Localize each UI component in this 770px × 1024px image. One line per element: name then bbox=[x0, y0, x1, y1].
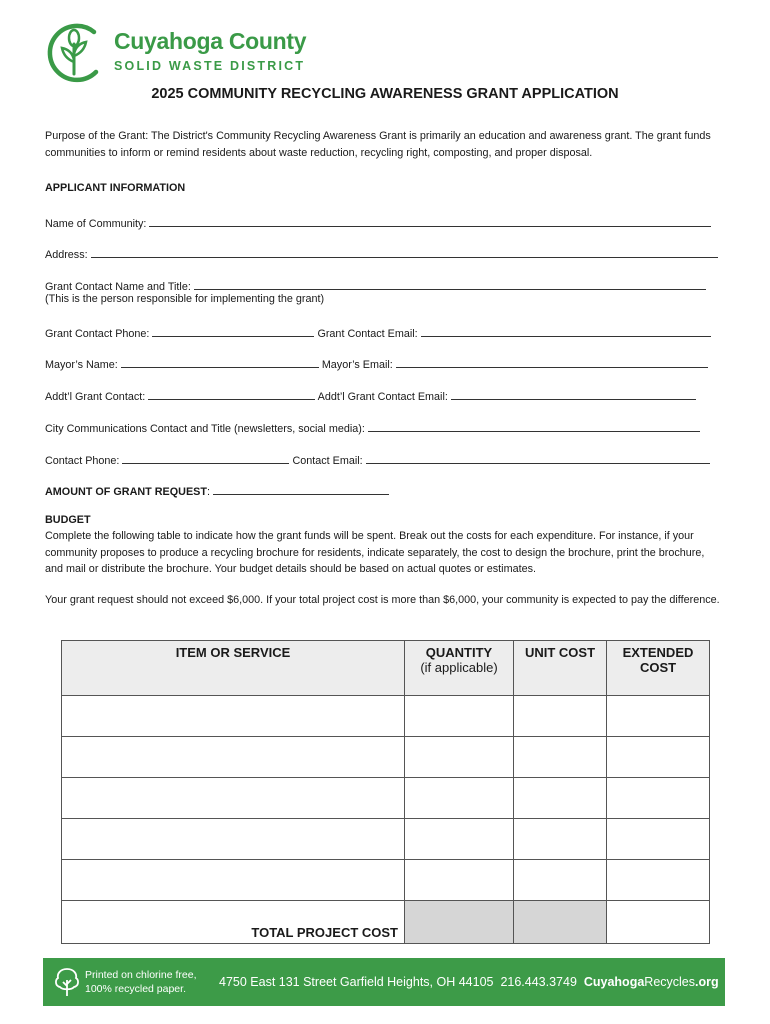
footer-address: 4750 East 131 Street Garfield Heights, OH 44105 bbox=[219, 975, 494, 989]
col-extended-label-2: COST bbox=[639, 660, 677, 675]
addl-contact-row bbox=[45, 387, 696, 403]
extended-cost-cell[interactable] bbox=[607, 737, 710, 778]
contact-phone-field[interactable] bbox=[152, 324, 314, 337]
item-cell[interactable] bbox=[62, 860, 405, 901]
page-title: 2025 COMMUNITY RECYCLING AWARENESS GRANT APPLICATION bbox=[151, 86, 619, 102]
unit-cost-cell[interactable] bbox=[514, 819, 607, 860]
amount-colon: : bbox=[206, 486, 210, 498]
total-unit-cost-shaded bbox=[514, 901, 607, 944]
comm-contact-row bbox=[45, 451, 710, 467]
footer-phone: 216.443.3749 bbox=[500, 975, 577, 989]
contact-email-field[interactable] bbox=[421, 324, 711, 337]
budget-limit-note: Your grant request should not exceed $6,000. If your total project cost is more than $6,000, your community is expected to pay the difference. bbox=[45, 594, 720, 606]
total-cost-cell[interactable] bbox=[607, 901, 710, 944]
comm-email-field[interactable] bbox=[366, 451, 710, 464]
contact-phone-row bbox=[45, 324, 711, 340]
unit-cost-cell[interactable] bbox=[514, 778, 607, 819]
brand-subtitle: SOLID WASTE DISTRICT bbox=[114, 59, 306, 73]
city-comm-field[interactable] bbox=[368, 419, 700, 432]
recycled-note-line-1: Printed on chlorine free, bbox=[85, 969, 197, 981]
unit-cost-cell[interactable] bbox=[514, 696, 607, 737]
table-row bbox=[62, 819, 710, 860]
website-part-1: Cuyahoga bbox=[583, 975, 645, 989]
contact-note: (This is the person responsible for implementing the grant) bbox=[45, 293, 325, 305]
table-row bbox=[62, 860, 710, 901]
leaf-logo-icon bbox=[44, 22, 106, 84]
amount-row bbox=[45, 482, 389, 498]
total-row bbox=[62, 901, 710, 944]
mayor-name-label: Mayor’s Name: bbox=[45, 359, 118, 371]
mayor-name-field[interactable] bbox=[121, 355, 319, 368]
col-quantity-sub: (if applicable) bbox=[420, 660, 498, 675]
contact-name-label: Grant Contact Name and Title: bbox=[45, 281, 191, 293]
amount-field[interactable] bbox=[213, 482, 389, 495]
budget-heading: BUDGET bbox=[45, 514, 91, 526]
address-row bbox=[45, 245, 718, 261]
amount-label: AMOUNT OF GRANT REQUEST bbox=[45, 486, 207, 498]
total-label-cell bbox=[62, 901, 405, 944]
item-cell[interactable] bbox=[62, 819, 405, 860]
applicant-heading: APPLICANT INFORMATION bbox=[45, 182, 186, 194]
recycled-note-line-2: 100% recycled paper. bbox=[85, 983, 186, 995]
col-unit-cost-label: UNIT COST bbox=[524, 645, 596, 660]
col-item-label: ITEM OR SERVICE bbox=[175, 645, 291, 660]
address-field[interactable] bbox=[91, 245, 718, 258]
website-part-2: Recycles bbox=[644, 975, 696, 989]
community-field[interactable] bbox=[149, 214, 711, 227]
comm-phone-label: Contact Phone: bbox=[45, 455, 120, 467]
budget-table bbox=[61, 640, 710, 944]
item-cell[interactable] bbox=[62, 696, 405, 737]
addl-contact-label: Addt’l Grant Contact: bbox=[45, 391, 146, 403]
addl-contact-email-field[interactable] bbox=[451, 387, 696, 400]
contact-email-label: Grant Contact Email: bbox=[317, 328, 418, 340]
website-part-3: .org bbox=[695, 975, 719, 989]
mayor-email-field[interactable] bbox=[396, 355, 708, 368]
city-comm-label: City Communications Contact and Title (newsletters, social media): bbox=[45, 423, 365, 435]
table-row bbox=[62, 778, 710, 819]
address-label: Address: bbox=[45, 249, 88, 261]
total-label: TOTAL PROJECT COST bbox=[251, 925, 398, 940]
addl-contact-field[interactable] bbox=[148, 387, 315, 400]
recycled-paper-note bbox=[85, 968, 196, 996]
district-logo bbox=[44, 22, 324, 88]
contact-phone-label: Grant Contact Phone: bbox=[45, 328, 150, 340]
community-label: Name of Community: bbox=[45, 218, 147, 230]
extended-cost-cell[interactable] bbox=[607, 819, 710, 860]
col-quantity-header bbox=[405, 641, 514, 696]
comm-email-label: Contact Email: bbox=[292, 455, 363, 467]
extended-cost-cell[interactable] bbox=[607, 860, 710, 901]
table-row bbox=[62, 737, 710, 778]
contact-name-field[interactable] bbox=[194, 277, 706, 290]
community-row bbox=[45, 214, 711, 230]
footer-website[interactable] bbox=[584, 975, 719, 989]
tree-icon bbox=[53, 966, 81, 998]
footer-contact bbox=[219, 975, 719, 989]
budget-instructions: Complete the following table to indicate how the grant funds will be spent. Break out the costs for each expenditure. For instance, if your community proposes to produce a recycling brochure for residents, indicate separately, the cost to design the brochure, print the brochure, and mail or distribute the brochure. Your budget details should be based on actual quotes or estimates. bbox=[45, 530, 705, 575]
footer-banner bbox=[43, 958, 725, 1006]
col-extended-header bbox=[607, 641, 710, 696]
col-item-header bbox=[62, 641, 405, 696]
addl-contact-email-label: Addt’l Grant Contact Email: bbox=[317, 391, 448, 403]
extended-cost-cell[interactable] bbox=[607, 778, 710, 819]
item-cell[interactable] bbox=[62, 778, 405, 819]
purpose-text: Purpose of the Grant: The District's Community Recycling Awareness Grant is primarily an education and awareness grant. The grant funds communities to inform or remind residents about waste reduction, recycling right, composting, and proper disposal. bbox=[45, 130, 711, 159]
item-cell[interactable] bbox=[62, 737, 405, 778]
extended-cost-cell[interactable] bbox=[607, 696, 710, 737]
quantity-cell[interactable] bbox=[405, 696, 514, 737]
col-quantity-label: QUANTITY bbox=[425, 645, 493, 660]
col-extended-label: EXTENDED bbox=[622, 645, 694, 660]
table-row bbox=[62, 696, 710, 737]
total-quantity-shaded bbox=[405, 901, 514, 944]
unit-cost-cell[interactable] bbox=[514, 737, 607, 778]
quantity-cell[interactable] bbox=[405, 819, 514, 860]
brand-name: Cuyahoga County bbox=[114, 28, 307, 54]
contact-name-row bbox=[45, 277, 706, 293]
mayor-row bbox=[45, 355, 708, 371]
quantity-cell[interactable] bbox=[405, 860, 514, 901]
quantity-cell[interactable] bbox=[405, 778, 514, 819]
col-unit-cost-header bbox=[514, 641, 607, 696]
comm-phone-field[interactable] bbox=[122, 451, 289, 464]
quantity-cell[interactable] bbox=[405, 737, 514, 778]
unit-cost-cell[interactable] bbox=[514, 860, 607, 901]
budget-header-row bbox=[62, 641, 710, 696]
mayor-email-label: Mayor’s Email: bbox=[321, 359, 393, 371]
city-comm-row bbox=[45, 419, 700, 435]
